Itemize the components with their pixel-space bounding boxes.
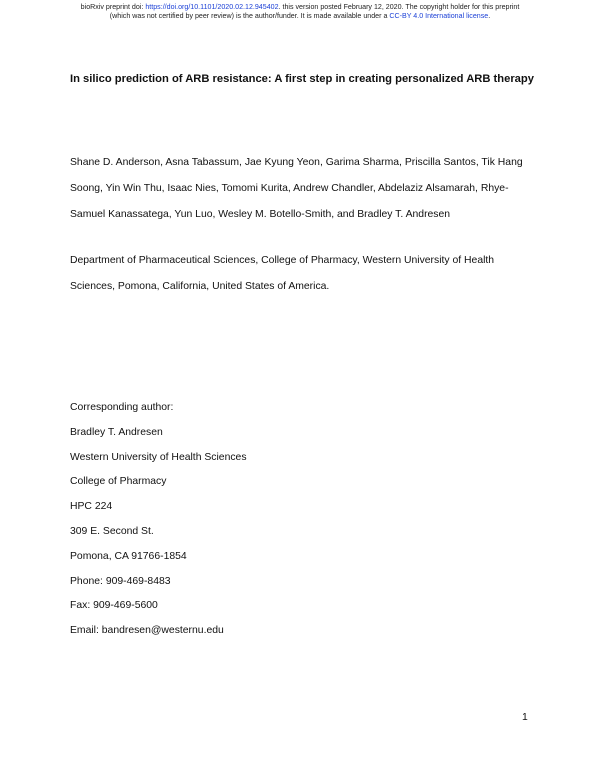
- header-version-text: . this version posted February 12, 2020. The copyright holder for this preprint: [278, 3, 520, 11]
- corresponding-phone: Phone: 909-469-8483: [70, 575, 171, 587]
- affiliation: Department of Pharmaceutical Sciences, College of Pharmacy, Western University of Health Sciences, Pomona, California, United States of America.: [70, 255, 495, 292]
- corresponding-street: 309 E. Second St.: [70, 525, 154, 537]
- corresponding-name: Bradley T. Andresen: [70, 426, 163, 438]
- header-doi-prefix: bioRxiv preprint doi:: [80, 3, 146, 11]
- author-list: Shane D. Anderson, Asna Tabassum, Jae Kyung Yeon, Garima Sharma, Priscilla Santos, Tik Hang Soong, Yin Win Thu, Isaac Nies, Tomomi Kurita, Andrew Chandler, Abdelaziz Alsamarah, Rhye-Samuel Kanassatega, Yun Luo, Wesley M. Botello-Smith, and Bradley T. Andresen: [70, 157, 523, 220]
- paper-title: In silico prediction of ARB resistance: A first step in creating personalized ARB therapy: [70, 73, 534, 85]
- corresponding-college: College of Pharmacy: [70, 476, 167, 488]
- preprint-header: [0, 3, 600, 21]
- corresponding-city: Pomona, CA 91766-1854: [70, 550, 187, 562]
- corresponding-fax: Fax: 909-469-5600: [70, 600, 158, 612]
- header-license-prefix: (which was not certified by peer review) is the author/funder. It is made available under a: [109, 12, 390, 20]
- corresponding-building: HPC 224: [70, 501, 113, 513]
- corresponding-email: Email: bandresen@westernu.edu: [70, 625, 224, 637]
- corresponding-institution: Western University of Health Sciences: [70, 451, 247, 463]
- doi-link[interactable]: https://doi.org/10.1101/2020.02.12.945402: [145, 3, 279, 11]
- page-number: 1: [522, 712, 528, 723]
- header-license-suffix: .: [488, 12, 491, 20]
- header-line-2: [0, 12, 600, 21]
- corresponding-author-block: [70, 396, 540, 644]
- header-line-1: [0, 3, 600, 12]
- corresponding-heading: Corresponding author:: [70, 402, 174, 413]
- license-link[interactable]: CC-BY 4.0 International license: [389, 12, 489, 20]
